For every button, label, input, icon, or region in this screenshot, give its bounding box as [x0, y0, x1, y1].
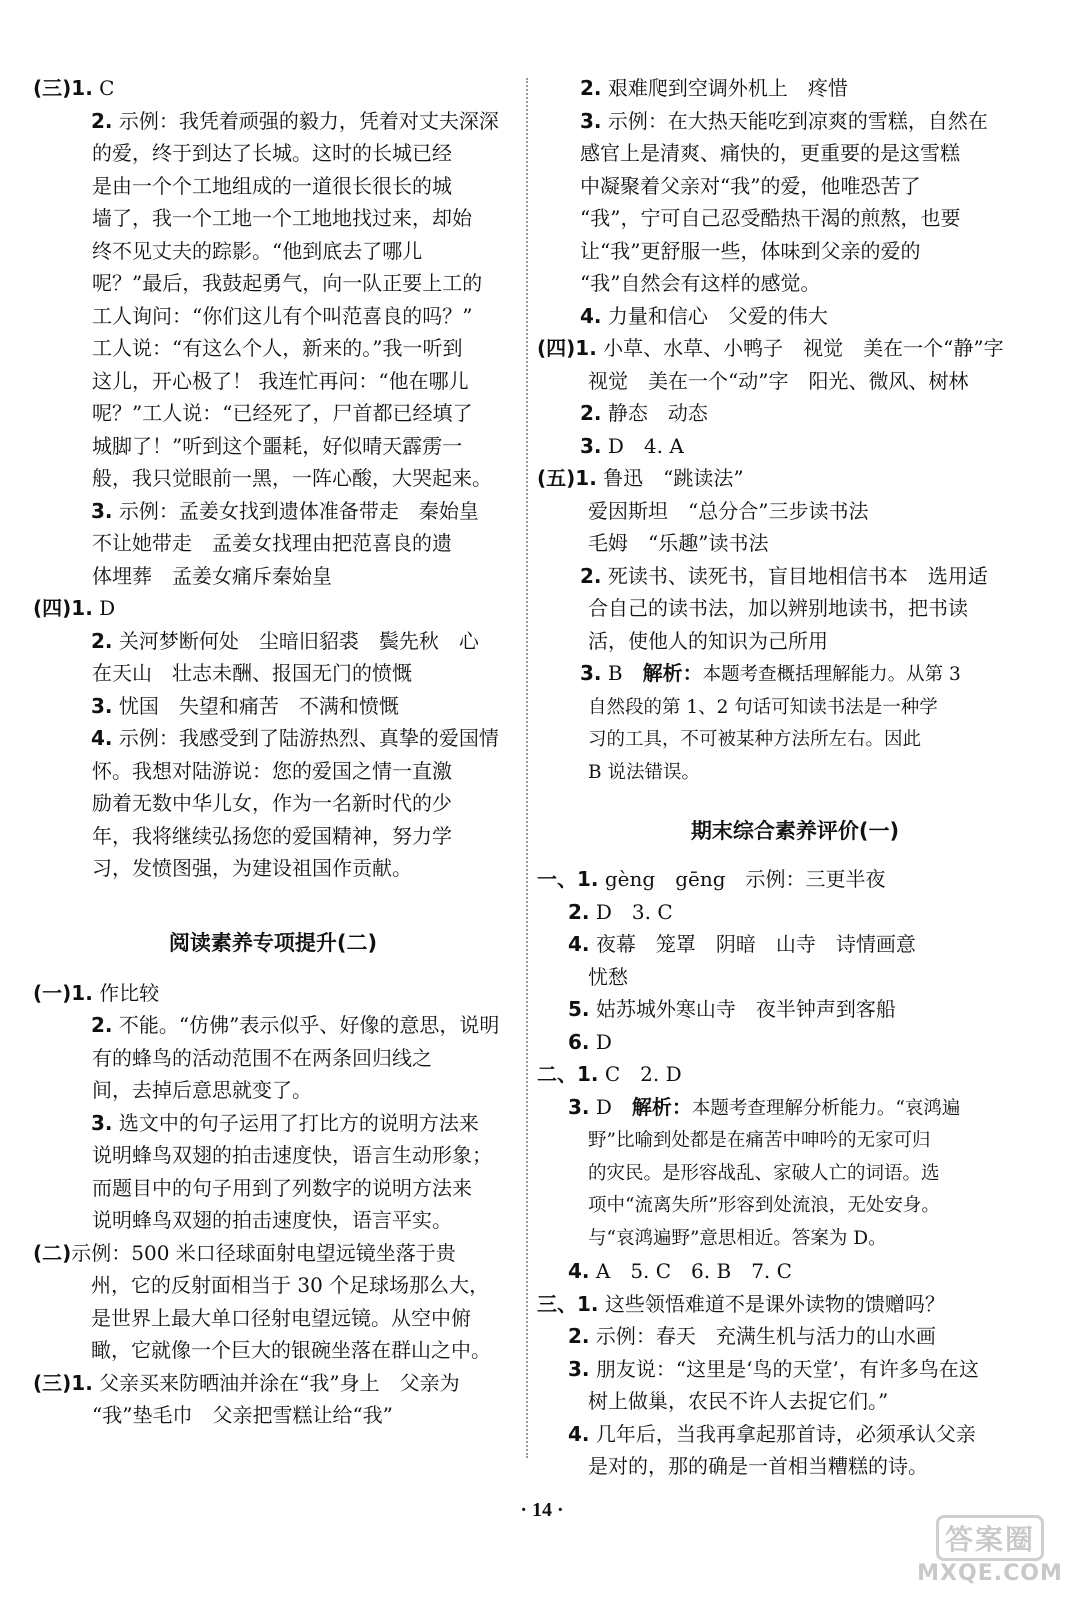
answer-line: 工人说：“有这么个人，新来的。”我一听到: [92, 336, 463, 360]
answer-item: 3. 示例：在大热天能吃到凉爽的雪糕，自然在: [580, 108, 988, 133]
answer-line: 励着无数中华儿女，作为一名新时代的少: [92, 791, 452, 815]
answer-item: 3. 选文中的句子运用了打比方的说明方法来: [91, 1110, 479, 1135]
answer-line: 般，我只觉眼前一黑，一阵心酸，大哭起来。: [92, 466, 492, 490]
answer-line: 年，我将继续弘扬您的爱国精神，努力学: [92, 823, 452, 848]
answer-line: 呢？”最后，我鼓起勇气，向一队正要上工的: [92, 271, 483, 295]
answer-line: 是世界上最大单口径射电望远镜。从空中俯: [91, 1305, 471, 1330]
answer-item: (三)1. C: [33, 76, 115, 100]
answer-line: 是由一个个工地组成的一道很长很长的城: [92, 173, 452, 198]
answer-line: 体埋葬 孟姜女痛斥秦始皇: [92, 563, 332, 588]
answer-item: (三)1. 父亲买来防晒油并涂在“我”身上 父亲为: [33, 1370, 460, 1395]
answer-line: 是对的，那的确是一首相当糟糕的诗。: [588, 1454, 928, 1478]
answer-line: 合自己的读书法，加以辨别地读书，把书读: [588, 596, 968, 620]
answer-line: “我”自然会有这样的感觉。: [580, 271, 821, 295]
answer-line: 与“哀鸿遍野”意思相近。答案为 D。: [588, 1227, 887, 1249]
answer-item: 4. A 5. C 6. B 7. C: [568, 1259, 792, 1283]
watermark-site-text: MXQE.COM: [917, 1561, 1063, 1586]
answer-item: 2. 艰难爬到空调外机上 疼惜: [580, 76, 848, 100]
answer-line: 让“我”更舒服一些，体味到父亲的爱的: [580, 238, 921, 263]
answer-item: 6. D: [568, 1029, 612, 1054]
answer-line: 间，去掉后意思就变了。: [92, 1078, 312, 1102]
answer-line: 而题目中的句子用到了列数字的说明方法来: [92, 1175, 472, 1200]
answer-line: 不让她带走 孟姜女找理由把范喜良的遗: [92, 531, 452, 555]
answer-item: 5. 姑苏城外寒山寺 夜半钟声到客船: [568, 997, 896, 1021]
answer-item: 2. 关河梦断何处 尘暗旧貂裘 鬓先秋 心: [91, 628, 479, 653]
answer-item: 3. D 解析：本题考查理解分析能力。“哀鸿遍: [568, 1094, 961, 1119]
answer-line: 工人询问：“你们这儿有个叫范喜良的吗？”: [92, 303, 473, 328]
answer-item: (四)1. D: [33, 596, 116, 620]
answer-line: 说明蜂鸟双翅的拍击速度快，语言生动形象；: [92, 1143, 492, 1167]
answer-line: 项中“流离失所”形容到处流浪，无处安身。: [588, 1195, 940, 1216]
answer-line: 的灾民。是形容战乱、家破人亡的词语。选: [588, 1162, 940, 1184]
answer-line: 怀。我想对陆游说：您的爱国之情一直激: [92, 758, 452, 783]
answer-line: 活，使他人的知识为己所用: [588, 628, 828, 653]
answer-line: 城脚了！”听到这个噩耗，好似晴天霹雳一: [92, 433, 463, 458]
section-title-final-1: 期末综合素养评价(一): [690, 819, 900, 843]
answer-line: 呢？”工人说：“已经死了，尸首都已经填了: [92, 401, 473, 425]
answer-line: B 说法错误。: [588, 761, 700, 783]
answer-item: 4. 夜幕 笼罩 阴暗 山寺 诗情画意: [568, 932, 916, 956]
answer-item: (二)示例：500 米口径球面射电望远镜坐落于贵: [33, 1240, 456, 1265]
answer-line: 树上做巢，农民不许人去捉它们。”: [588, 1389, 889, 1413]
answer-line: 州，它的反射面相当于 30 个足球场那么大，: [91, 1273, 490, 1297]
answer-line: 毛姆 “乐趣”读书法: [588, 531, 769, 555]
answer-line: “我”垫毛巾 父亲把雪糕让给“我”: [92, 1403, 393, 1427]
answer-item: (一)1. 作比较: [33, 980, 160, 1005]
answer-item: 三、1. 这些领悟难道不是课外读物的馈赠吗？: [537, 1291, 945, 1316]
answer-line: 有的蜂鸟的活动范围不在两条回归线之: [92, 1045, 432, 1070]
answer-line: 视觉 美在一个“动”字 阳光、微风、树林: [588, 368, 969, 393]
answer-line: 习的工具，不可被某种方法所左右。因此: [588, 729, 922, 750]
answer-line: 爱因斯坦 “总分合”三步读书法: [588, 498, 869, 523]
answer-item: 2. 示例：我凭着顽强的毅力，凭着对丈夫深深: [91, 108, 499, 133]
answer-item: 2. 不能。“仿佛”表示似乎、好像的意思，说明: [91, 1013, 500, 1037]
left-column: [33, 72, 513, 1432]
answer-line: 感官上是清爽、痛快的，更重要的是这雪糕: [580, 141, 960, 165]
answer-item: 3. 忧国 失望和痛苦 不满和愤慨: [91, 693, 399, 718]
answer-item: 3. D 4. A: [580, 433, 684, 458]
answer-line: 自然段的第 1、2 句话可知读书法是一种学: [588, 696, 938, 718]
answer-item: 4. 示例：我感受到了陆游热烈、真挚的爱国情: [91, 726, 499, 750]
answer-line: 忧愁: [588, 964, 628, 989]
answer-item: 2. D 3. C: [568, 899, 673, 924]
column-divider: [526, 78, 528, 1458]
page-number: · 14 ·: [520, 1499, 564, 1521]
answer-item: 2. 死读书、读死书，盲目地相信书本 选用适: [580, 563, 988, 588]
answer-item: 2. 示例：春天 充满生机与活力的山水画: [568, 1324, 936, 1348]
answer-line: 在天山 壮志未酬、报国无门的愤慨: [92, 661, 412, 685]
answer-item: 4. 几年后，当我再拿起那首诗，必须承认父亲: [568, 1421, 976, 1446]
section-title-reading-2: 阅读素养专项提升(二): [168, 930, 378, 955]
answer-line: 瞰，它就像一个巨大的银碗坐落在群山之中。: [91, 1338, 491, 1362]
answer-line: “我”，宁可自己忍受酷热干渴的煎熬，也要: [580, 206, 961, 230]
answer-item: 3. 示例：孟姜女找到遗体准备带走 秦始皇: [91, 498, 479, 523]
watermark-logo: [910, 1515, 1070, 1586]
answer-item: 2. 静态 动态: [580, 401, 708, 425]
answer-line: 终不见丈夫的踪影。“他到底去了哪儿: [92, 238, 423, 263]
answer-item: 一、1. gèng gēng 示例：三更半夜: [537, 867, 886, 891]
answer-line: 这儿，开心极了！ 我连忙再问：“他在哪儿: [92, 368, 469, 393]
answer-line: 墙了，我一个工地一个工地地找过来，却始: [92, 206, 472, 230]
answer-item: (五)1. 鲁迅 “跳读法”: [537, 466, 744, 490]
answer-line: 的爱，终于到达了长城。这时的长城已经: [92, 141, 452, 165]
answer-line: 中凝聚着父亲对“我”的爱，他唯恐苦了: [580, 173, 921, 198]
answer-line: 说明蜂鸟双翅的拍击速度快，语言平实。: [92, 1208, 452, 1232]
answer-item: 二、1. C 2. D: [537, 1062, 682, 1086]
answer-item: 3. 朋友说：“这里是‘鸟的天堂’，有许多鸟在这: [568, 1356, 979, 1381]
answer-item: 3. B 解析：本题考查概括理解能力。从第 3: [580, 661, 961, 685]
answer-line: 习，发愤图强，为建设祖国作贡献。: [92, 856, 412, 880]
answer-item: (四)1. 小草、水草、小鸭子 视觉 美在一个“静”字: [537, 336, 1004, 360]
answer-item: 4. 力量和信心 父爱的伟大: [580, 303, 828, 328]
watermark-logo-text: 答案圈: [936, 1515, 1044, 1561]
answer-line: 野”比喻到处都是在痛苦中呻吟的无家可归: [588, 1130, 931, 1151]
right-column: [537, 72, 1030, 1483]
